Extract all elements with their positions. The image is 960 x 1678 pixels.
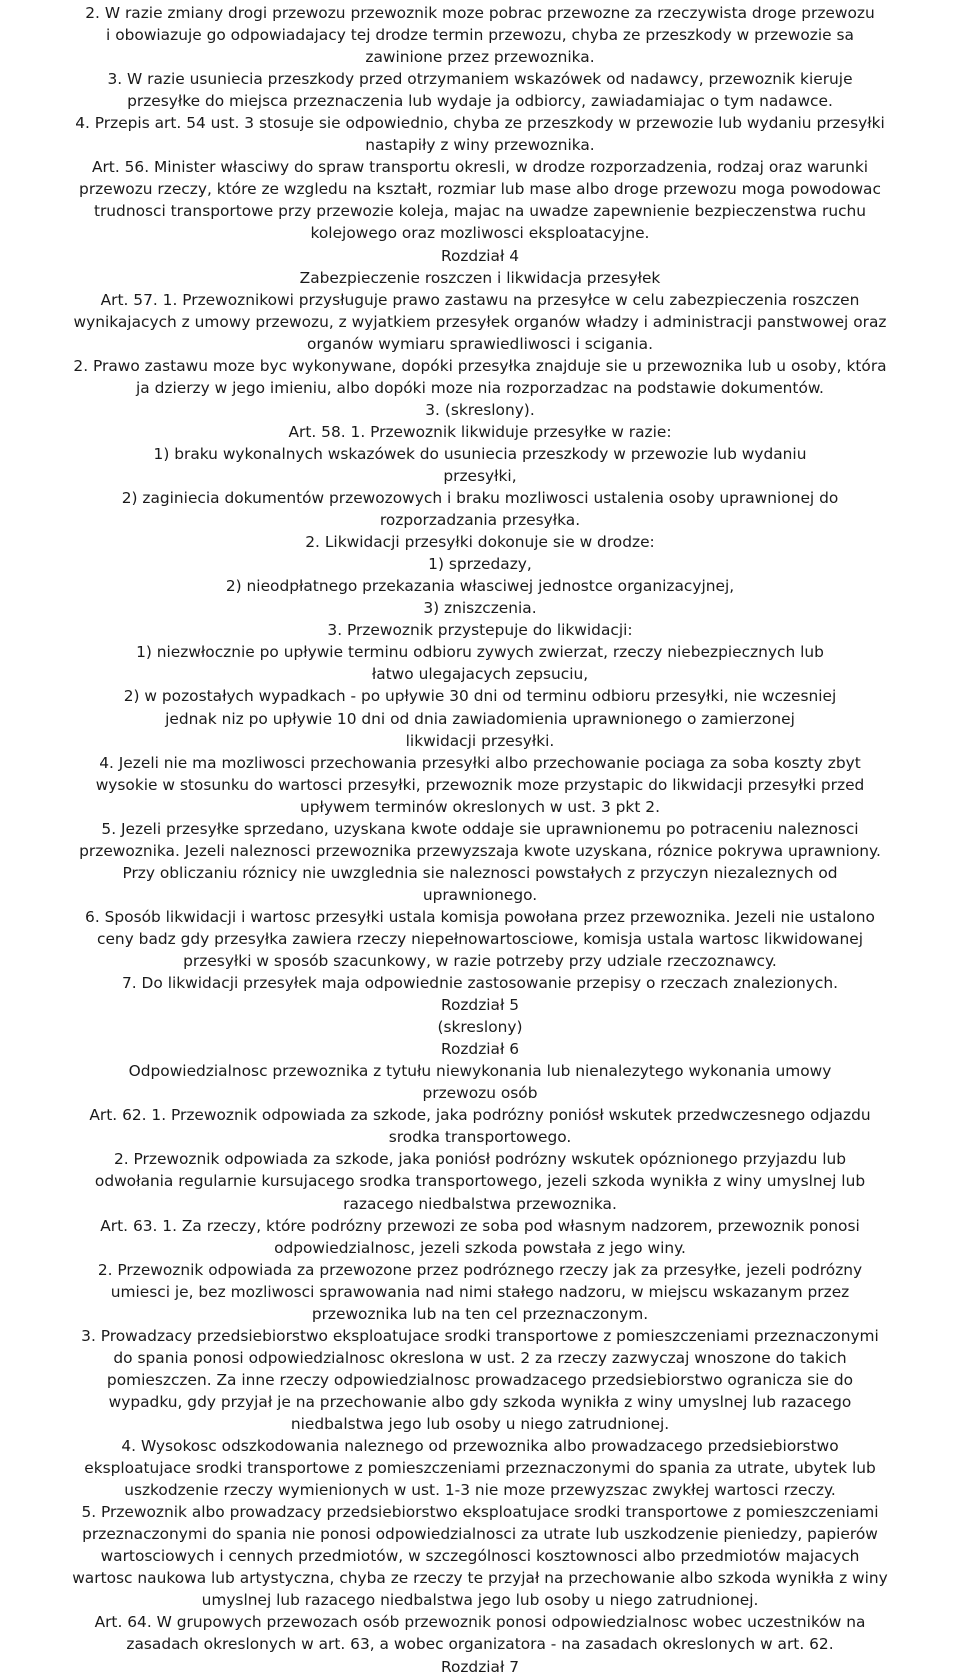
text-line: odpowiedzialnosc, jezeli szkoda powstała z jego winy.: [274, 1238, 686, 1257]
text-line: 6. Sposób likwidacji i wartosc przesyłki ustala komisja powołana przez przewoznika. Jezeli nie ustalono: [85, 907, 875, 926]
text-line: Art. 63. 1. Za rzeczy, które podrózny przewozi ze soba pod własnym nadzorem, przewoznik ponosi: [100, 1216, 860, 1235]
text-line: srodka transportowego.: [388, 1128, 572, 1147]
text-line: rozporzadzania przesyłka.: [379, 511, 581, 530]
text-line: trudnosci transportowe przy przewozie koleja, majac na uwadze zapewnienie bezpieczenstwa ruchu: [93, 202, 867, 221]
text-line: pomieszczen. Za inne rzeczy odpowiedzialnosc prowadzacego przedsiebiorstwo ogranicza sie do: [106, 1370, 854, 1389]
text-line: 3. Przewoznik przystepuje do likwidacji:: [327, 621, 633, 640]
text-line: kolejowego oraz mozliwosci eksploatacyjne.: [310, 224, 650, 243]
text-line: umiesci je, bez mozliwosci sprawowania nad nimi stałego nadzoru, w miejscu wskazanym przez: [110, 1282, 850, 1301]
text-line: 4. Przepis art. 54 ust. 3 stosuje sie odpowiednio, chyba ze przeszkody w przewozie lub wydaniu przesyłki: [75, 114, 885, 133]
text-line: Art. 56. Minister własciwy do spraw transportu okresli, w drodze rozporzadzenia, rodzaj oraz warunki: [91, 158, 869, 177]
text-line: wynikajacych z umowy przewozu, z wyjatkiem przesyłek organów władzy i administracji panstwowej oraz: [73, 312, 887, 331]
text-line: ceny badz gdy przesyłka zawiera rzeczy niepełnowartosciowe, komisja ustala wartosc likwidowanej: [97, 929, 863, 948]
text-line: 2. Przewoznik odpowiada za szkode, jaka poniósł podrózny wskutek opóznionego przyjazdu lub: [113, 1150, 847, 1169]
text-line: 2) nieodpłatnego przekazania własciwej jednostce organizacyjnej,: [225, 577, 735, 596]
text-line: Art. 57. 1. Przewoznikowi przysługuje prawo zastawu na przesyłce w celu zabezpieczenia roszczen: [100, 290, 860, 309]
text-line: uprawnionego.: [422, 885, 538, 904]
text-line: przesyłki,: [443, 466, 517, 485]
text-line: ja dzierzy w jego imieniu, albo dopóki moze nia rozporzadzac na podstawie dokumentów.: [136, 378, 824, 397]
text-line: eksploatujace srodki transportowe z pomieszczeniami przeznaczonymi do spania za utrate, ubytek lub: [84, 1459, 876, 1478]
text-line: upływem terminów okreslonych w ust. 3 pkt 2.: [300, 797, 660, 816]
text-line: przewoznika. Jezeli naleznosci przewoznika przewyzszaja kwote uzyskana, róznice pokrywa uprawniony.: [79, 841, 881, 860]
text-line: 5. Przewoznik albo prowadzacy przedsiebiorstwo eksploatujace srodki transportowe z pomieszczeniami: [81, 1503, 879, 1522]
text-line: przesyłke do miejsca przeznaczenia lub wydaje ja odbiorcy, zawiadamiajac o tym nadawce.: [127, 92, 833, 111]
text-line: likwidacji przesyłki.: [405, 731, 555, 750]
text-line: zasadach okreslonych w art. 63, a wobec organizatora - na zasadach okreslonych w art. 62.: [126, 1635, 834, 1654]
text-line: Rozdział 5: [440, 996, 520, 1015]
text-line: przewozu osób: [422, 1084, 538, 1103]
text-line: 3. Prowadzacy przedsiebiorstwo eksploatujace srodki transportowe z pomieszczeniami przeznaczonymi: [81, 1326, 879, 1345]
text-line: 2) zaginiecia dokumentów przewozowych i braku mozliwosci ustalenia osoby uprawnionej do: [121, 489, 839, 508]
text-line: Rozdział 4: [440, 246, 520, 265]
text-line: wypadku, gdy przyjał je na przechowanie albo gdy szkoda wynikła z winy umyslnej lub razacego: [108, 1392, 852, 1411]
text-line: Art. 64. W grupowych przewozach osób przewoznik ponosi odpowiedzialnosc wobec uczestników na: [94, 1613, 866, 1632]
text-line: 2. W razie zmiany drogi przewozu przewoznik moze pobrac przewozne za rzeczywista droge przewozu: [85, 4, 875, 22]
text-line: 1) braku wykonalnych wskazówek do usuniecia przeszkody w przewozie lub wydaniu: [153, 444, 807, 463]
text-line: 2. Likwidacji przesyłki dokonuje sie w drodze:: [305, 533, 655, 552]
text-line: Odpowiedzialnosc przewoznika z tytułu niewykonania lub nienalezytego wykonania umowy: [128, 1062, 832, 1081]
text-line: Zabezpieczenie roszczen i likwidacja przesyłek: [299, 268, 661, 287]
text-line: wartosciowych i cennych przedmiotów, w szczególnosci kosztownosci albo przedmiotów majacych: [100, 1547, 860, 1566]
text-line: niedbalstwa jego lub osoby u niego zatrudnionej.: [290, 1415, 670, 1433]
text-line: organów wymiaru sprawiedliwosci i scigania.: [306, 334, 654, 353]
text-line: 7. Do likwidacji przesyłek maja odpowiednie zastosowanie przepisy o rzeczach znalezionych.: [121, 974, 839, 993]
text-line: zawinione przez przewoznika.: [365, 48, 595, 67]
text-line: wartosc naukowa lub artystyczna, chyba ze rzeczy te przyjał na przechowanie albo szkoda wynikła z winy: [72, 1569, 888, 1588]
text-line: umyslnej lub razacego niedbalstwa jego lub osoby u niego zatrudnionej.: [201, 1591, 759, 1610]
text-line: 4. Jezeli nie ma mozliwosci przechowania przesyłki albo przechowanie pociaga za soba koszty zbyt: [99, 753, 861, 772]
text-line: 3. (skreslony).: [425, 400, 535, 419]
text-line: i obowiazuje go odpowiadajacy tej drodze termin przewozu, chyba ze przeszkody w przewozie sa: [106, 26, 854, 45]
text-line: nastapiły z winy przewoznika.: [365, 136, 595, 155]
text-line: 5. Jezeli przesyłke sprzedano, uzyskana kwote oddaje sie uprawnionemu po potraceniu naleznosci: [101, 819, 859, 838]
text-line: 2. Przewoznik odpowiada za przewozone przez podróznego rzeczy jak za przesyłke, jezeli podrózny: [97, 1260, 863, 1279]
text-line: 3. W razie usuniecia przeszkody przed otrzymaniem wskazówek od nadawcy, przewoznik kieruje: [107, 70, 853, 89]
text-line: przeznaczonymi do spania nie ponosi odpowiedzialnosci za utrate lub uszkodzenie pieniedzy, papierów: [82, 1525, 878, 1544]
text-line: przewoznika lub na ten cel przeznaczonym.: [311, 1304, 649, 1323]
text-line: Przy obliczaniu róznicy nie uwzglednia sie naleznosci powstałych z przyczyn niezaleznych od: [122, 863, 838, 882]
text-line: odwołania regularnie kursujacego srodka transportowego, jezeli szkoda wynikła z winy umyslnej lub: [94, 1172, 866, 1191]
text-line: Art. 58. 1. Przewoznik likwiduje przesyłke w razie:: [288, 422, 672, 441]
text-line: łatwo ulegajacych zepsuciu,: [371, 665, 589, 684]
text-line: wysokie w stosunku do wartosci przesyłki, przewoznik moze przystapic do likwidacji przesyłki przed: [95, 775, 865, 794]
text-line: przesyłki w sposób szacunkowy, w razie potrzeby przy udziale rzeczoznawcy.: [183, 952, 777, 971]
text-line: 1) sprzedazy,: [428, 555, 532, 574]
text-line: 2) w pozostałych wypadkach - po upływie 30 dni od terminu odbioru przesyłki, nie wczesniej: [123, 687, 837, 706]
text-line: 2. Prawo zastawu moze byc wykonywane, dopóki przesyłka znajduje sie u przewoznika lub u osoby, która: [73, 356, 887, 375]
text-line: Rozdział 6: [440, 1040, 520, 1059]
text-line: (skreslony): [437, 1018, 523, 1037]
text-line: Art. 62. 1. Przewoznik odpowiada za szkode, jaka podrózny poniósł wskutek przedwczesnego odjazdu: [89, 1106, 871, 1125]
text-line: uszkodzenie rzeczy wymienionych w ust. 1-3 nie moze przewyzszac zwykłej wartosci rzeczy.: [124, 1481, 836, 1500]
text-line: jednak niz po upływie 10 dni od dnia zawiadomienia uprawnionego o zamierzonej: [165, 709, 795, 728]
text-line: 3) zniszczenia.: [423, 599, 537, 618]
text-line: razacego niedbalstwa przewoznika.: [343, 1194, 617, 1213]
text-line: 4. Wysokosc odszkodowania naleznego od przewoznika albo prowadzacego przedsiebiorstwo: [121, 1437, 839, 1456]
text-line: 1) niezwłocznie po upływie terminu odbioru zywych zwierzat, rzeczy niebezpiecznych lub: [136, 643, 824, 662]
text-line: do spania ponosi odpowiedzialnosc okreslona w ust. 2 za rzeczy zazwyczaj wnoszone do takich: [113, 1348, 847, 1367]
text-line: przewozu rzeczy, które ze wzgledu na kształt, rozmiar lub mase albo droge przewozu moga powodowac: [79, 180, 881, 199]
text-line: Rozdział 7: [440, 1657, 520, 1676]
